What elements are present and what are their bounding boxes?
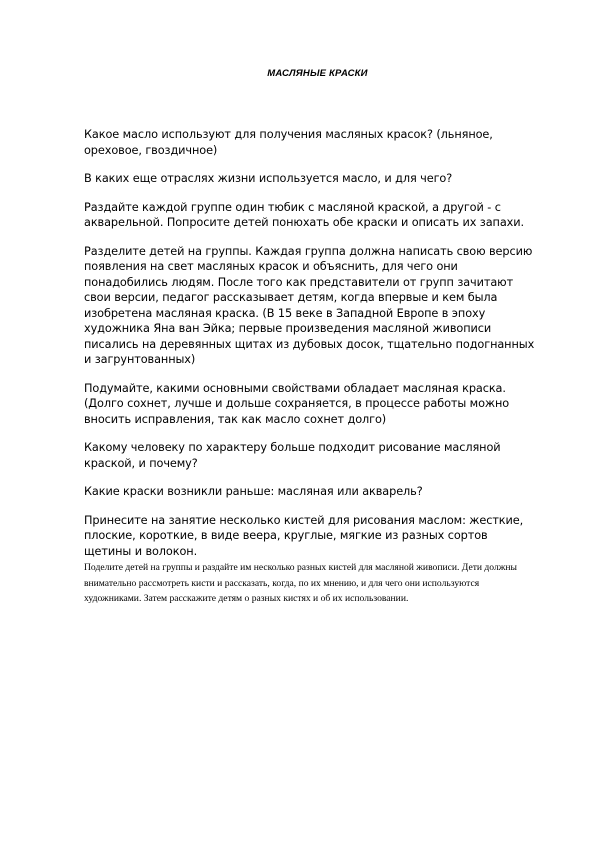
- document-title: МАСЛЯНЫЕ КРАСКИ: [267, 68, 368, 79]
- paragraph-brushes: Принесите на занятие несколько кистей для рисования маслом: жесткие, плоские, короткие, в виде веера, круглые, мягкие из разных сортов щетины и волокон.: [84, 513, 524, 558]
- paragraph-history: Разделите детей на группы. Каждая группа должна написать свою версию появления на свет масляных красок и объяснить, для чего они понадобились людям. После того как представители от групп зачитают свои версии, педагог рассказывает детям, когда впервые и кем была изобретена масляная краска. (В 15 веке в Западной Европе в эпоху художника Яна ван Эйка; первые произведения масляной живописи писались на деревянных щитах из дубовых досок, тщательно подогнанных и загрунтованных): [84, 244, 535, 366]
- paragraph-which-first: Какие краски возникли раньше: масляная или акварель?: [84, 485, 423, 498]
- paragraph-character: Какому человеку по характеру больше подходит рисование масляной краской, и почему?: [84, 441, 501, 470]
- document-body: [84, 127, 536, 572]
- paragraph-oil-types: Какое масло используют для получения масляных красок? (льняное, ореховое, гвоздичное): [84, 128, 493, 157]
- paragraph-brush-groups: Поделите детей на группы и раздайте им несколько разных кистей для масляной живописи. Дети должны внимательно рассмотреть кисти и рассказать, когда, по их мнению, и для чего они используются художниками. Затем расскажите детям о разных кистях и об их использовании.: [84, 562, 517, 605]
- paragraph-properties: Подумайте, какими основными свойствами обладает масляная краска. (Долго сохнет, лучше и дольше сохраняется, в процессе работы можно вносить исправления, так как масло сохнет долго): [84, 381, 510, 426]
- paragraph-smell-test: Раздайте каждой группе один тюбик с масляной краской, а другой - с акварельной. Попросите детей понюхать обе краски и описать их запахи.: [84, 200, 524, 229]
- paragraph-oil-uses: В каких еще отраслях жизни используется масло, и для чего?: [84, 172, 453, 185]
